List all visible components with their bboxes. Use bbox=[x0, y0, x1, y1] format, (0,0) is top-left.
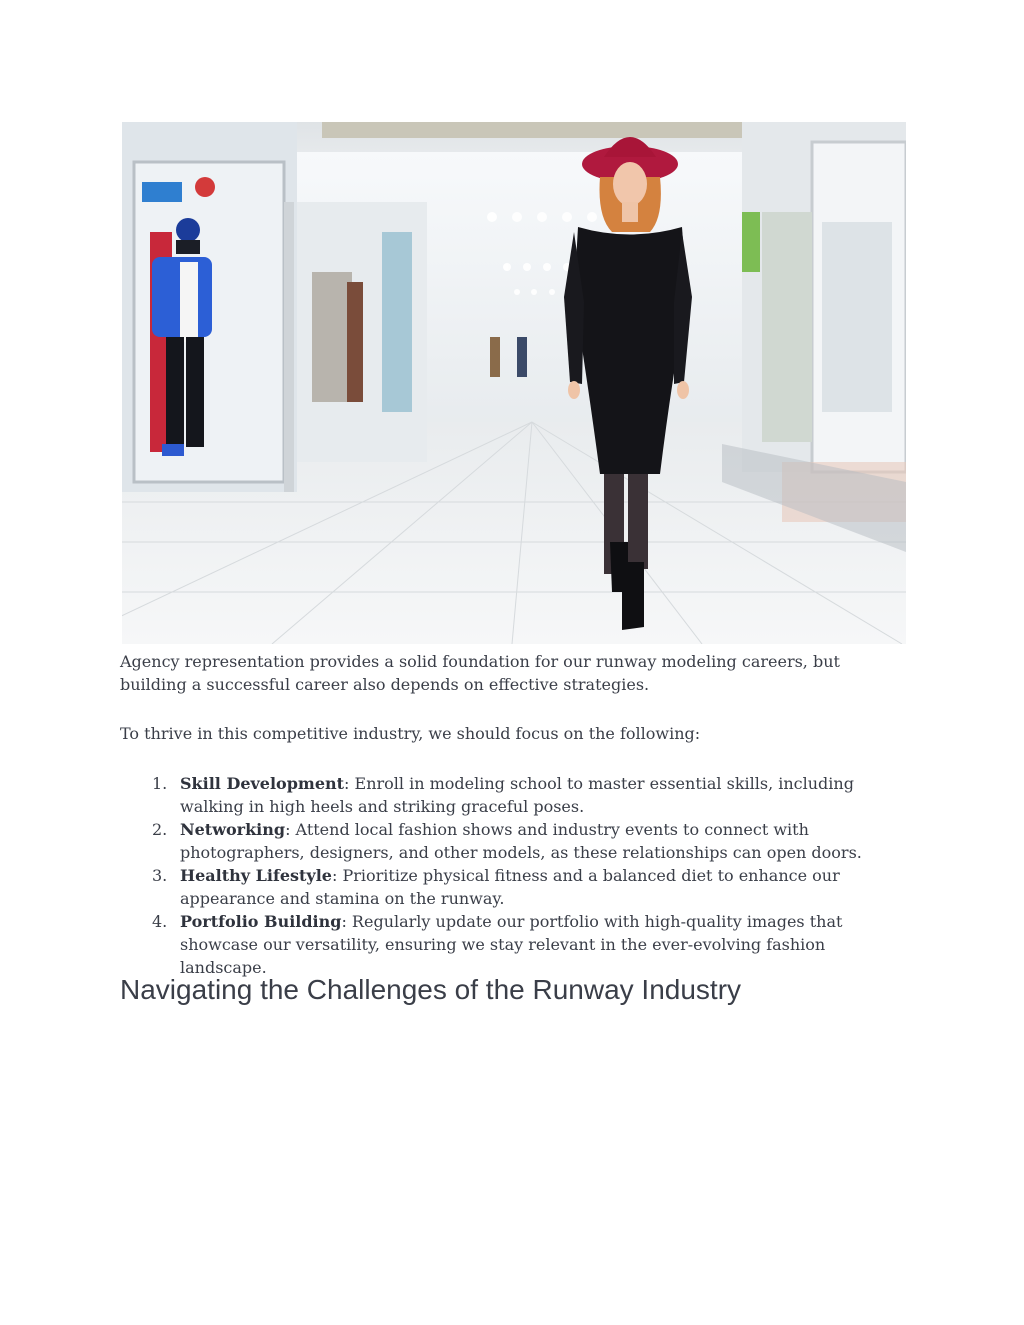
section-heading: Navigating the Challenges of the Runway Industry bbox=[120, 974, 742, 1005]
list-number: 2. bbox=[152, 820, 168, 839]
list-item-text: : Regularly update our portfolio with high-quality images that showcase our versatility, ensuring we stay relevant in the ever-evolving fashion landscape. bbox=[180, 912, 843, 977]
list-item bbox=[120, 910, 910, 979]
list-item-title: Skill Development bbox=[180, 774, 345, 793]
list-item bbox=[120, 818, 910, 864]
focus-paragraph: To thrive in this competitive industry, we should focus on the following: bbox=[120, 724, 701, 743]
list-item-title: Healthy Lifestyle bbox=[180, 866, 332, 885]
list-number: 1. bbox=[152, 774, 168, 793]
list-item-title: Portfolio Building bbox=[180, 912, 342, 931]
list-item-text: : Enroll in modeling school to master essential skills, including walking in high heels and striking graceful poses. bbox=[180, 774, 854, 816]
list-item-text: : Attend local fashion shows and industry events to connect with photographers, designers, and other models, as these relationships can open doors. bbox=[180, 820, 862, 862]
list-item-text: : Prioritize physical fitness and a balanced diet to enhance our appearance and stamina on the runway. bbox=[180, 866, 840, 908]
list-number: 4. bbox=[152, 912, 168, 931]
intro-paragraph: Agency representation provides a solid foundation for our runway modeling careers, but building a successful career also depends on effective strategies. bbox=[120, 652, 840, 694]
list-item-title: Networking bbox=[180, 820, 286, 839]
list-item bbox=[120, 864, 910, 910]
list-number: 3. bbox=[152, 866, 168, 885]
list-item bbox=[120, 772, 910, 818]
hero-photo-model-in-mall bbox=[122, 122, 906, 644]
strategy-list bbox=[120, 772, 910, 979]
